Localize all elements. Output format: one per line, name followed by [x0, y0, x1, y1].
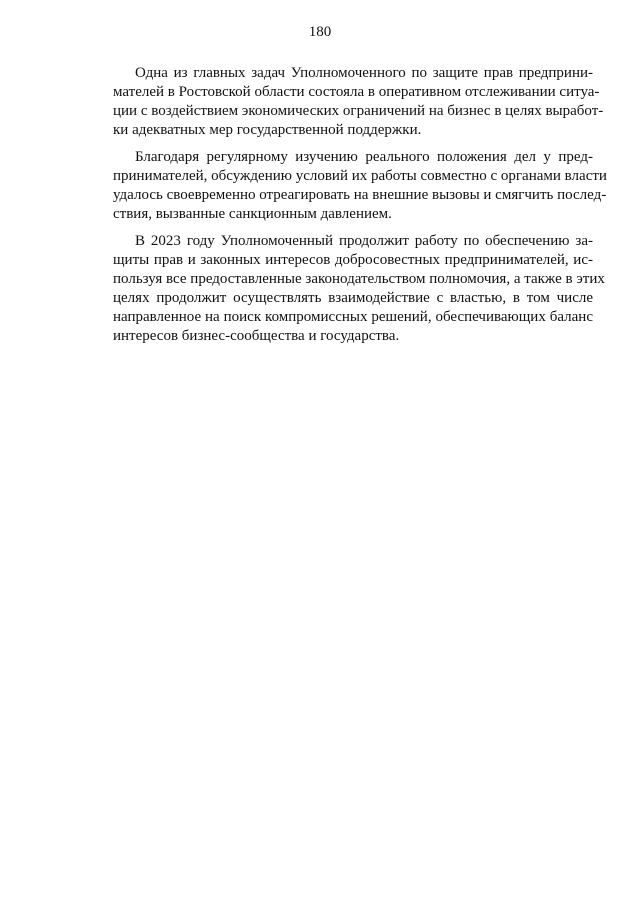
text-line: пользуя все предоставленные законодательством полномочия, а также в этих	[113, 271, 605, 287]
text-line: мателей в Ростовской области состояла в оперативном отслеживании ситуа-	[113, 84, 600, 100]
text-line: удалось своевременно отреагировать на внешние вызовы и смягчить послед-	[113, 187, 607, 203]
text-line: принимателей, обсуждению условий их работы совместно с органами власти	[113, 168, 607, 184]
paragraph-2	[113, 148, 607, 224]
text-line: щиты прав и законных интересов добросовестных предпринимателей, ис-	[113, 252, 593, 268]
text-line: Одна из главных задач Уполномоченного по защите прав предприни-	[135, 65, 593, 81]
text-line: ки адекватных мер государственной поддержки.	[113, 122, 422, 138]
document-body	[113, 64, 607, 354]
text-line: направленное на поиск компромиссных решений, обеспечивающих баланс	[113, 309, 593, 325]
text-line: В 2023 году Уполномоченный продолжит работу по обеспечению за-	[135, 233, 593, 249]
page-number: 180	[308, 24, 332, 40]
text-line: целях продолжит осуществлять взаимодействие с властью, в том числе	[113, 290, 593, 306]
paragraph-1	[113, 64, 604, 140]
text-line: ции с воздействием экономических ограничений на бизнес в целях выработ-	[113, 103, 604, 119]
text-line: ствия, вызванные санкционным давлением.	[113, 206, 392, 222]
text-line: интересов бизнес-сообщества и государства.	[113, 328, 400, 344]
paragraph-3	[113, 232, 605, 346]
text-line: Благодаря регулярному изучению реального положения дел у пред-	[135, 149, 593, 165]
